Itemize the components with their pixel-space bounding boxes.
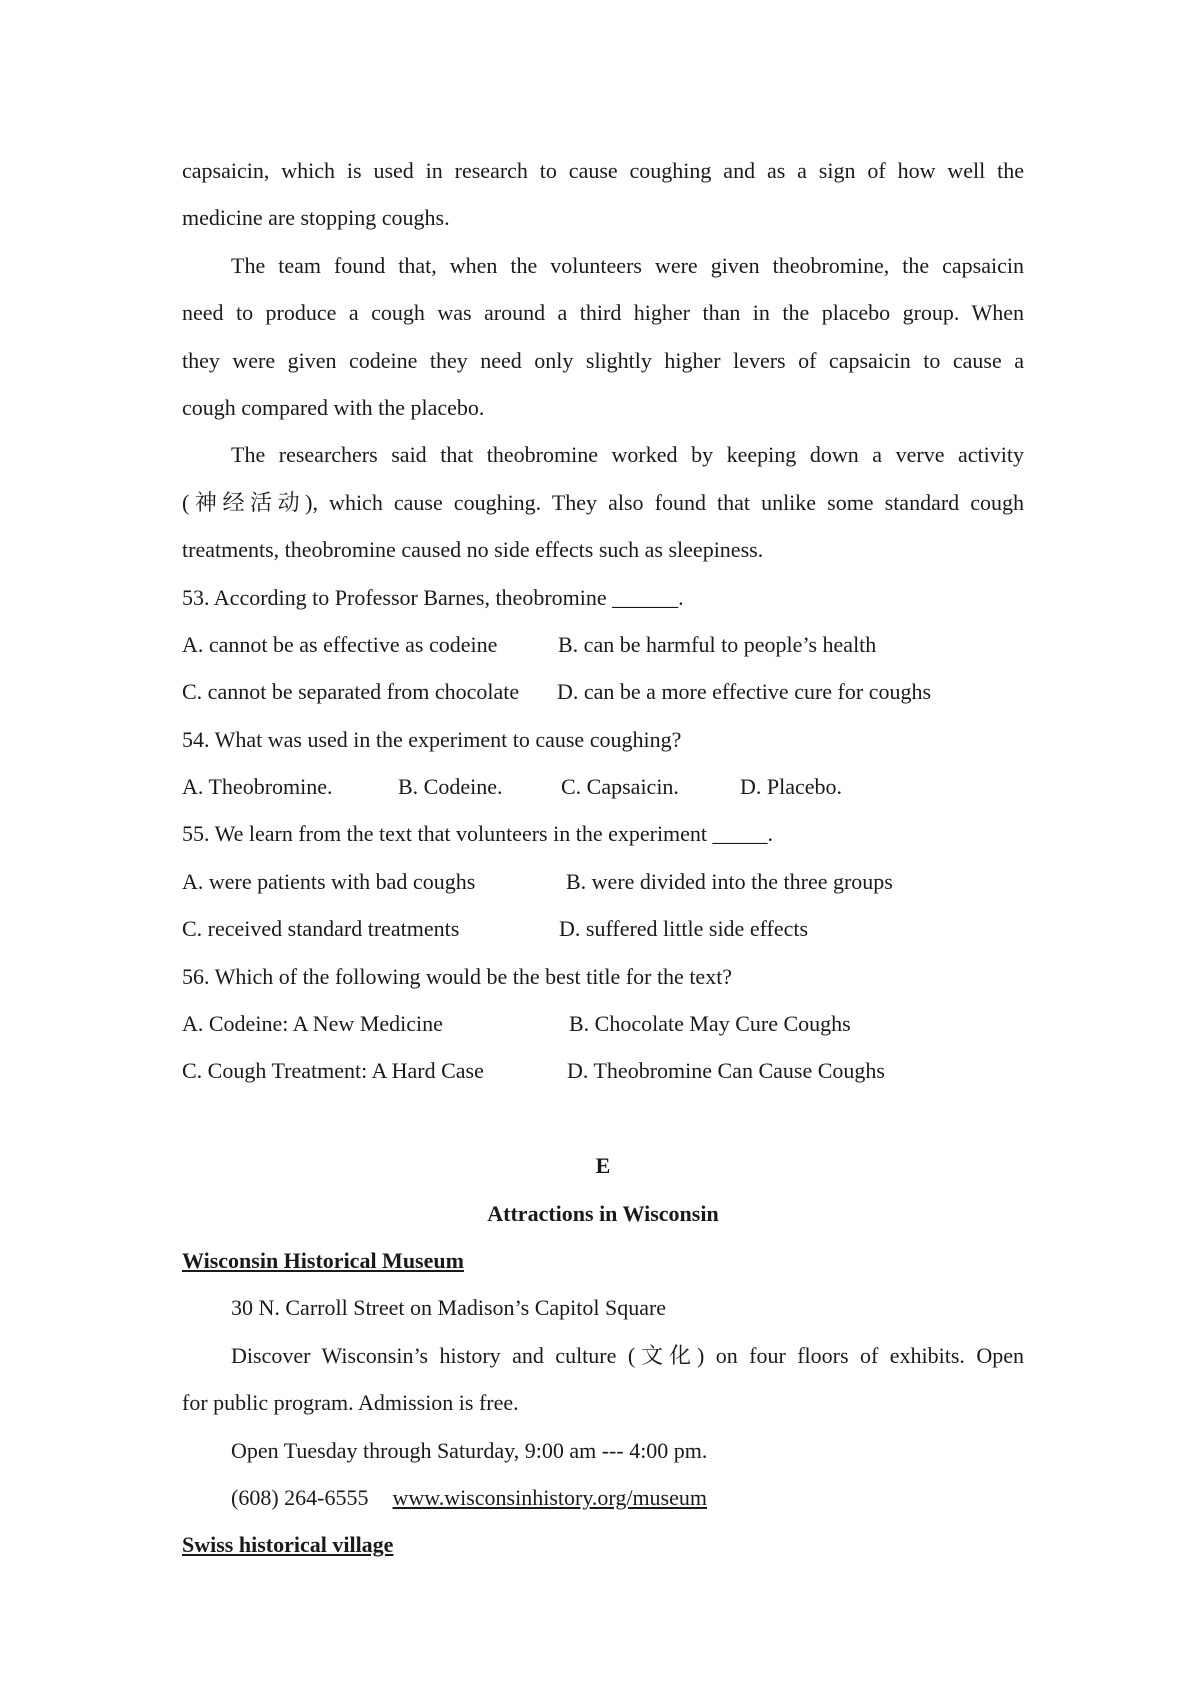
option-a: A. were patients with bad coughs: [182, 868, 476, 894]
option-d: D. can be a more effective cure for coughs: [557, 679, 932, 705]
option-b: B. were divided into the three groups: [566, 868, 893, 894]
passage-line: (神经活动), which cause coughing. They also found that unlike some standard cough: [182, 489, 1024, 515]
option-b: B. Codeine.: [398, 774, 503, 800]
museum-heading: [182, 1237, 1024, 1284]
passage-line: The researchers said that theobromine worked by keeping down a verve activity: [231, 442, 1024, 468]
museum-heading-text: Wisconsin Historical Museum: [182, 1247, 464, 1273]
option-c: C. Capsaicin.: [561, 774, 679, 800]
question-stem: 55. We learn from the text that volunteers in the experiment _____.: [182, 821, 774, 847]
passage-line: capsaicin, which is used in research to cause coughing and as a sign of how well the: [182, 158, 1024, 183]
question-stem: 56. Which of the following would be the best title for the text?: [182, 963, 733, 989]
passage-line: they were given codeine they need only slightly higher levers of capsaicin to cause a: [182, 347, 1024, 373]
section-letter: E: [595, 1153, 611, 1179]
option-d: D. Placebo.: [740, 774, 843, 800]
museum-phone: (608) 264-6555: [231, 1484, 369, 1510]
option-a: A. Codeine: A New Medicine: [182, 1011, 443, 1037]
village-heading: [182, 1521, 1024, 1568]
museum-description-line: for public program. Admission is free.: [182, 1390, 519, 1416]
question-options-row: [182, 621, 1024, 668]
option-d: D. Theobromine Can Cause Coughs: [567, 1058, 885, 1084]
question-options-row: [182, 858, 1024, 905]
option-a: A. cannot be as effective as codeine: [182, 631, 498, 657]
question-options-row: [182, 1047, 1024, 1094]
museum-hours: Open Tuesday through Saturday, 9:00 am --- 4:00 pm.: [231, 1437, 708, 1463]
question-stem: 54. What was used in the experiment to cause coughing?: [182, 726, 682, 752]
option-c: C. cannot be separated from chocolate: [182, 679, 520, 705]
question-options-row: [182, 668, 1024, 715]
museum-address: 30 N. Carroll Street on Madison’s Capitol Square: [231, 1295, 667, 1321]
option-d: D. suffered little side effects: [559, 916, 809, 942]
question-options-row: [182, 1000, 1024, 1047]
question-options-row: [182, 905, 1024, 952]
museum-website-link[interactable]: www.wisconsinhistory.org/museum: [392, 1484, 707, 1510]
passage-line: medicine are stopping coughs.: [182, 205, 450, 231]
museum-contact: [182, 1474, 1024, 1521]
museum-description-line: Discover Wisconsin’s history and culture (文化) on four floors of exhibits. Open: [231, 1342, 1024, 1368]
document-page: [182, 147, 1024, 1569]
passage-line: treatments, theobromine caused no side effects such as sleepiness.: [182, 537, 764, 563]
passage-line: need to produce a cough was around a third higher than in the placebo group. When: [182, 300, 1024, 326]
spacer: [182, 1095, 1024, 1142]
option-b: B. Chocolate May Cure Coughs: [569, 1011, 851, 1037]
passage-line: The team found that, when the volunteers were given theobromine, the capsaicin: [231, 252, 1024, 278]
option-c: C. received standard treatments: [182, 916, 460, 942]
option-a: A. Theobromine.: [182, 774, 333, 800]
question-stem: 53. According to Professor Barnes, theobromine ______.: [182, 584, 684, 610]
question-options-row: [182, 763, 1024, 810]
village-heading-text: Swiss historical village: [182, 1532, 394, 1558]
option-b: B. can be harmful to people’s health: [558, 631, 877, 657]
passage-line: cough compared with the placebo.: [182, 394, 485, 420]
section-title: Attractions in Wisconsin: [487, 1200, 719, 1226]
option-c: C. Cough Treatment: A Hard Case: [182, 1058, 484, 1084]
